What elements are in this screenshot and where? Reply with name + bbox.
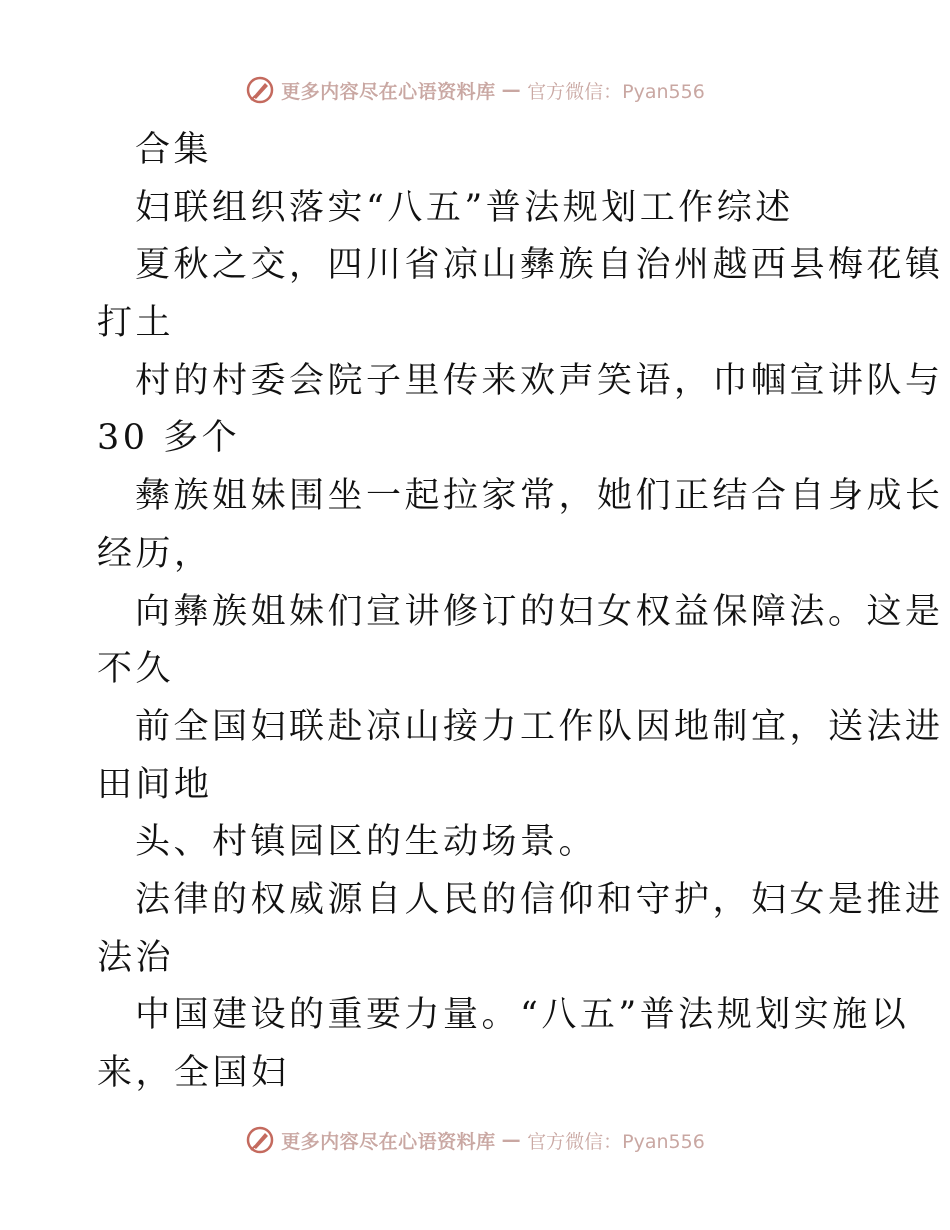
quill-logo-icon [245,1125,275,1155]
doc-line: 法治 [97,937,175,978]
footer-banner [0,1120,950,1160]
doc-line: 打土 [97,303,175,344]
doc-line: 向彝族姐妹们宣讲修订的妇女权益保障法。这是 [135,591,944,632]
quill-logo-icon [245,75,275,105]
doc-line: 法律的权威源自人民的信仰和守护，妇女是推进 [135,879,944,920]
doc-line: 村的村委会院子里传来欢声笑语，巾帼宣讲队与 [135,360,944,401]
banner-text: 更多内容尽在心语资料库 [281,1130,496,1153]
doc-line: 中国建设的重要力量。“八五”普法规划实施以 [135,995,910,1036]
doc-title: 妇联组织落实“八五”普法规划工作综述 [135,187,794,228]
header-banner [0,70,950,110]
doc-line: 夏秋之交，四川省凉山彝族自治州越西县梅花镇 [135,245,944,286]
doc-line: 田间地 [97,764,213,805]
doc-line: 合集 [135,130,213,170]
banner-dash: — [501,79,522,101]
banner-text: 更多内容尽在心语资料库 [281,80,496,103]
doc-line: 头、村镇园区的生动场景。 [135,822,598,863]
banner-wechat: 官方微信：Pyan556 [527,1130,705,1153]
doc-line: 不久 [97,649,175,690]
doc-line: 30 多个 [97,418,241,459]
doc-line: 经历， [97,533,213,574]
document-body [97,122,944,1103]
banner-dash: — [501,1129,522,1151]
doc-line: 前全国妇联赴凉山接力工作队因地制宜，送法进 [135,706,944,747]
doc-line: 来，全国妇 [97,1053,290,1093]
doc-line: 彝族姐妹围坐一起拉家常，她们正结合自身成长 [135,476,944,517]
banner-wechat: 官方微信：Pyan556 [527,80,705,103]
